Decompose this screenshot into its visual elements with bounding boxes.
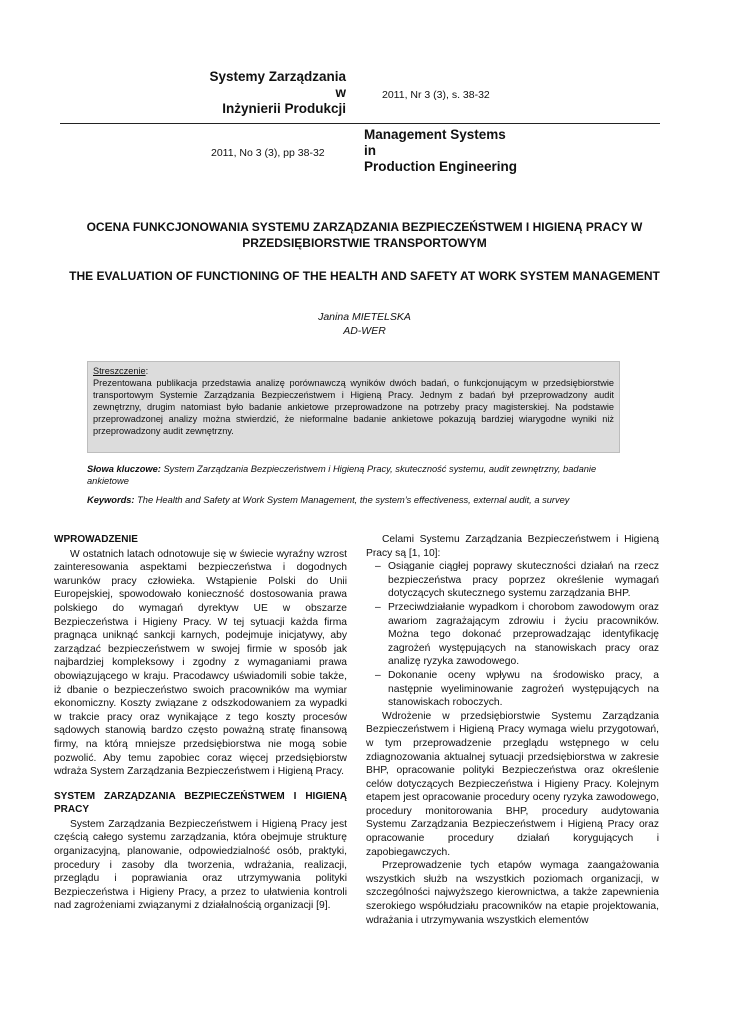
abstract-heading-label: Streszczenie <box>93 366 146 376</box>
journal-title-pl-line3: Inżynierii Produkcji <box>222 101 346 116</box>
abstract-box <box>87 361 620 453</box>
journal-title-en-line2: in <box>364 143 376 158</box>
author-name: Janina MIETELSKA <box>318 311 411 323</box>
paper-title-polish: OCENA FUNKCJONOWANIA SYSTEMU ZARZĄDZANIA BEZPIECZEŃSTWEM I HIGIENĄ PRACY W PRZEDSIĘBIORSTWIE TRANSPORTOWYM <box>86 220 643 250</box>
ohs-system-paragraph: System Zarządzania Bezpieczeństwem i Higieną Pracy jest częścią całego systemu zarządzania, która obejmuje strukturę organizacyjną, planowanie, odpowiedzialność osób, praktyki, procedury i zasoby dla tworzenia, wdrażania, realizacji, przeglądu i poprawiania oraz utrzymywania polityki Bezpieczeństwa i Higieny Pracy, a przez to ułatwienia kontroli nad zagrożeniami związanymi z działalnością organizacji [9]. <box>54 818 347 912</box>
citation-english: 2011, No 3 (3), pp 38-32 <box>211 147 325 159</box>
journal-title-en-line3: Production Engineering <box>364 159 518 174</box>
journal-title-polish <box>150 69 346 117</box>
abstract-text: Prezentowana publikacja przedstawia analizę porównawczą wyników dwóch badań, o funkcjonującym w przedsiębiorstwie transportowym Systemie Zarządzania Bezpieczeństwem i Higieną Pracy. Jednym z badań był przeprowadzony audit zewnętrzny, drugim natomiast było badanie ankietowe przeprowadzone na potrzeby pracy magisterskiej. Na podstawie przeprowadzonej analizy można stwierdzić, że nieformalne badanie ankietowe pokazują bardziej wiarygodne wyniki niż przeprowadzony audit zewnętrzny. <box>93 378 614 436</box>
keywords-pl-text: System Zarządzania Bezpieczeństwem i Higieną Pracy, skuteczność systemu, audit zewnętrzny, badanie ankietowe <box>87 464 597 486</box>
masthead-divider <box>60 123 660 124</box>
citation-polish: 2011, Nr 3 (3), s. 38-32 <box>382 89 490 101</box>
keywords-en-label: Keywords: <box>87 495 135 505</box>
keywords-polish <box>87 463 632 487</box>
keywords-en-text: The Health and Safety at Work System Management, the system’s effectiveness, external audit, a survey <box>134 495 570 505</box>
abstract-heading-colon: : <box>145 366 149 376</box>
implementation-paragraph: Wdrożenie w przedsiębiorstwie Systemu Zarządzania Bezpieczeństwem i Higieną Pracy wymaga wielu przygotowań, w tym przeprowadzenie przeglądu wstępnego w celu zdiagnozowania aktualnej sytuacji przedsiębiorstwa w zakresie BHP, opracowanie polityki Bezpieczeństwa oraz określenie celów dotyczących Bezpieczeństwa i Higieny Pracy. Kolejnym etapem jest opracowanie procedury oceny ryzyka zawodowego, procedury monitorowania BHP, procedury audytowania Systemu Zarządzania Bezpieczeństwem i Higieną Pracy oraz opracowanie procedury działań korygujących i zapobiegawczych. <box>366 710 659 858</box>
author-affiliation: AD-WER <box>343 325 386 337</box>
introduction-paragraph: W ostatnich latach odnotowuje się w świecie wyraźny wzrost zainteresowania aspektami bezpieczeństwa i dogodnych warunków pracy człowieka. Wstąpienie Polski do Unii Europejskiej, spowodowało konieczność dostosowania prawa polskiego do wymagań dyrektyw UE w obszarze Bezpieczeństwa i Higieny Pracy. W tej sytuacji każda firma pragnąca uniknąć sankcji karnych, podejmuje inicjatywy, aby zarządzać bezpieczeństwem w swojej firmie w sposób jak najbardziej kompleksowy i zgodny z wymaganiami prawa obowiązującego w kraju. Pracodawcy uświadomili sobie także, iż dbanie o bezpieczeństwo swoich pracowników ma wymiar ekonomiczny. Koszty związane z odszkodowaniem za wypadki w trakcie pracy oraz wynikające z tego koszty procesów sądowych stanowią bardzo często poważną stratę finansową firmy, na którą mniejsze przedsiębiorstwa nie mogą sobie pozwolić. Aby temu zapobiec coraz więcej przedsiębiorstw wdraża System Zarządzania Bezpieczeństwem i Higieną Pracy. <box>54 548 347 778</box>
stages-paragraph: Przeprowadzenie tych etapów wymaga zaangażowania wszystkich służb na wszystkich poziomach organizacji, w szczególności najwyższego kierownictwa, a także zapewnienia szerokiego współudziału pracowników na etapie projektowania, wdrażania i utrzymywania wszystkich elementów <box>366 860 659 926</box>
journal-title-pl-line2: w <box>335 85 346 100</box>
list-item: – Osiąganie ciągłej poprawy skuteczności działań na rzecz bezpieczeństwa pracy poprzez określenie wymagań dotyczących skutecznego systemu zarządzania BHP. <box>388 560 659 601</box>
journal-title-english <box>364 127 517 175</box>
journal-title-pl-line1: Systemy Zarządzania <box>209 69 346 84</box>
list-item: – Przeciwdziałanie wypadkom i chorobom zawodowym oraz awariom zagrażającym zdrowiu i życiu pracowników. Można tego dokonać przeprowadzając identyfikację zagrożeń występujących na stanowiskach pracy oraz analizę ryzyka zawodowego. <box>388 601 659 669</box>
journal-title-en-line1: Management Systems <box>364 127 506 142</box>
left-column <box>54 533 347 913</box>
right-column <box>366 533 659 927</box>
keywords-pl-label: Słowa kluczowe: <box>87 464 161 474</box>
section-heading-ohs-system: SYSTEM ZARZĄDZANIA BEZPIECZEŃSTWEM I HIGIENĄ PRACY <box>54 790 347 816</box>
abstract-heading <box>93 365 614 377</box>
section-heading-introduction: WPROWADZENIE <box>54 534 138 545</box>
list-item: – Dokonanie oceny wpływu na środowisko pracy, a następnie wyeliminowanie zagrożeń występujących na stanowiskach roboczych. <box>388 669 659 710</box>
goals-list <box>366 560 659 710</box>
goals-intro-paragraph: Celami Systemu Zarządzania Bezpieczeństwem i Higieną Pracy są [1, 10]: <box>366 534 659 559</box>
paper-title-english: THE EVALUATION OF FUNCTIONING OF THE HEALTH AND SAFETY AT WORK SYSTEM MANAGEMENT <box>69 269 660 283</box>
keywords-english <box>87 494 632 506</box>
